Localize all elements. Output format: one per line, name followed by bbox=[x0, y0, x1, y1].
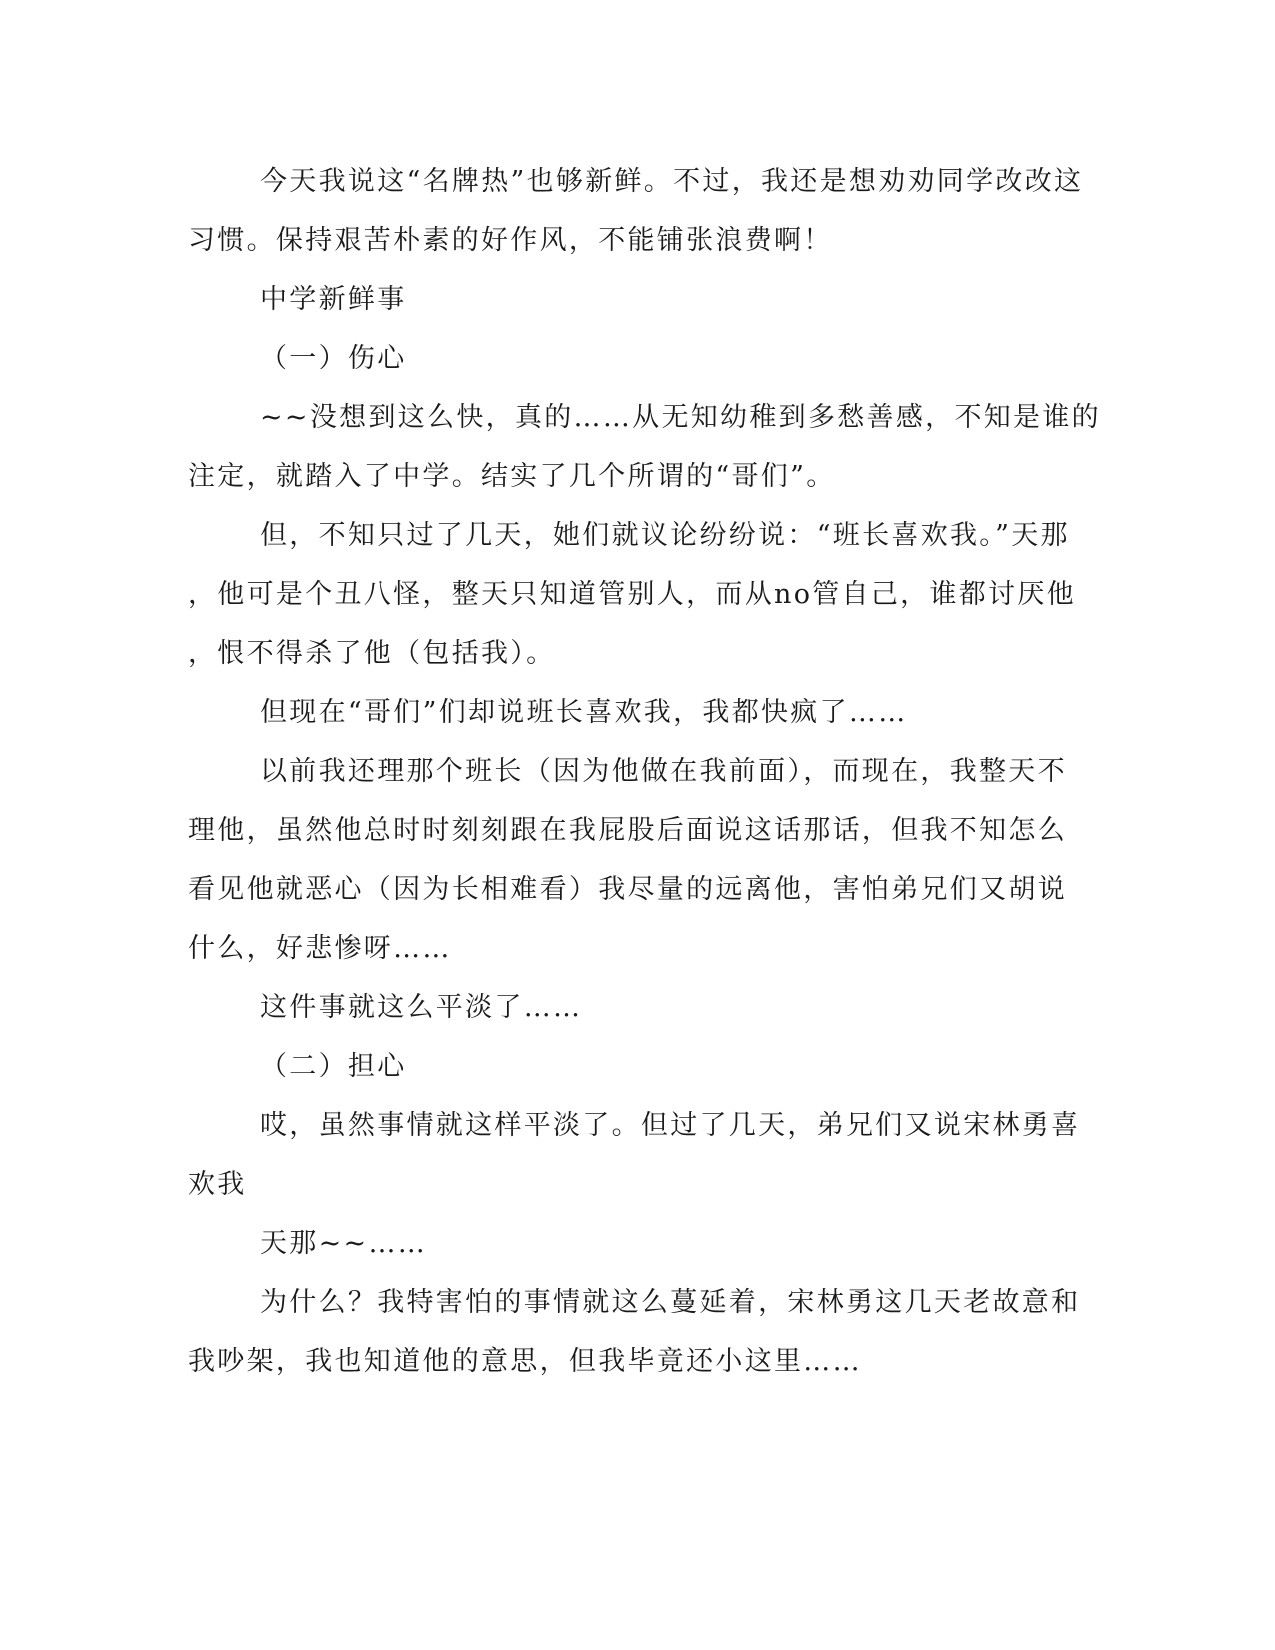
subsection-title: （一）伤心 bbox=[260, 343, 407, 374]
paragraph-line: ~~没想到这么快，真的……从无知幼稚到多愁善感，不知是谁的 bbox=[260, 402, 1101, 433]
paragraph-line: 但，不知只过了几天，她们就议论纷纷说：“班长喜欢我。”天那 bbox=[260, 520, 1070, 551]
paragraph-line: ，他可是个丑八怪，整天只知道管别人，而从no管自己，谁都讨厌他 bbox=[188, 579, 1076, 610]
section-title: 中学新鲜事 bbox=[260, 284, 407, 315]
paragraph-line: 欢我 bbox=[188, 1169, 247, 1200]
paragraph-line: 什么，好悲惨呀…… bbox=[188, 933, 452, 964]
paragraph-line: 这件事就这么平淡了…… bbox=[260, 992, 583, 1023]
paragraph-line: 但现在“哥们”们却说班长喜欢我，我都快疯了…… bbox=[260, 697, 908, 728]
paragraph-line: 今天我说这“名牌热”也够新鲜。不过，我还是想劝劝同学改改这 bbox=[260, 166, 1084, 197]
paragraph-line: 以前我还理那个班长（因为他做在我前面），而现在，我整天不 bbox=[260, 756, 1067, 787]
paragraph-line: 我吵架，我也知道他的意思，但我毕竟还小这里…… bbox=[188, 1346, 862, 1377]
paragraph-line: 天那~~…… bbox=[260, 1228, 428, 1259]
paragraph-line: 习惯。保持艰苦朴素的好作风，不能铺张浪费啊！ bbox=[188, 225, 833, 256]
paragraph-line: ，恨不得杀了他（包括我）。 bbox=[188, 638, 556, 669]
paragraph-line: 为什么？我特害怕的事情就这么蔓延着，宋林勇这几天老故意和 bbox=[260, 1287, 1081, 1318]
paragraph-line: 注定，就踏入了中学。结实了几个所谓的“哥们”。 bbox=[188, 461, 836, 492]
paragraph-line: 哎，虽然事情就这样平淡了。但过了几天，弟兄们又说宋林勇喜 bbox=[260, 1110, 1081, 1141]
subsection-title: （二）担心 bbox=[260, 1051, 407, 1082]
paragraph-line: 看见他就恶心（因为长相难看）我尽量的远离他，害怕弟兄们又胡说 bbox=[188, 874, 1067, 905]
paragraph-line: 理他，虽然他总时时刻刻跟在我屁股后面说这话那话，但我不知怎么 bbox=[188, 815, 1067, 846]
